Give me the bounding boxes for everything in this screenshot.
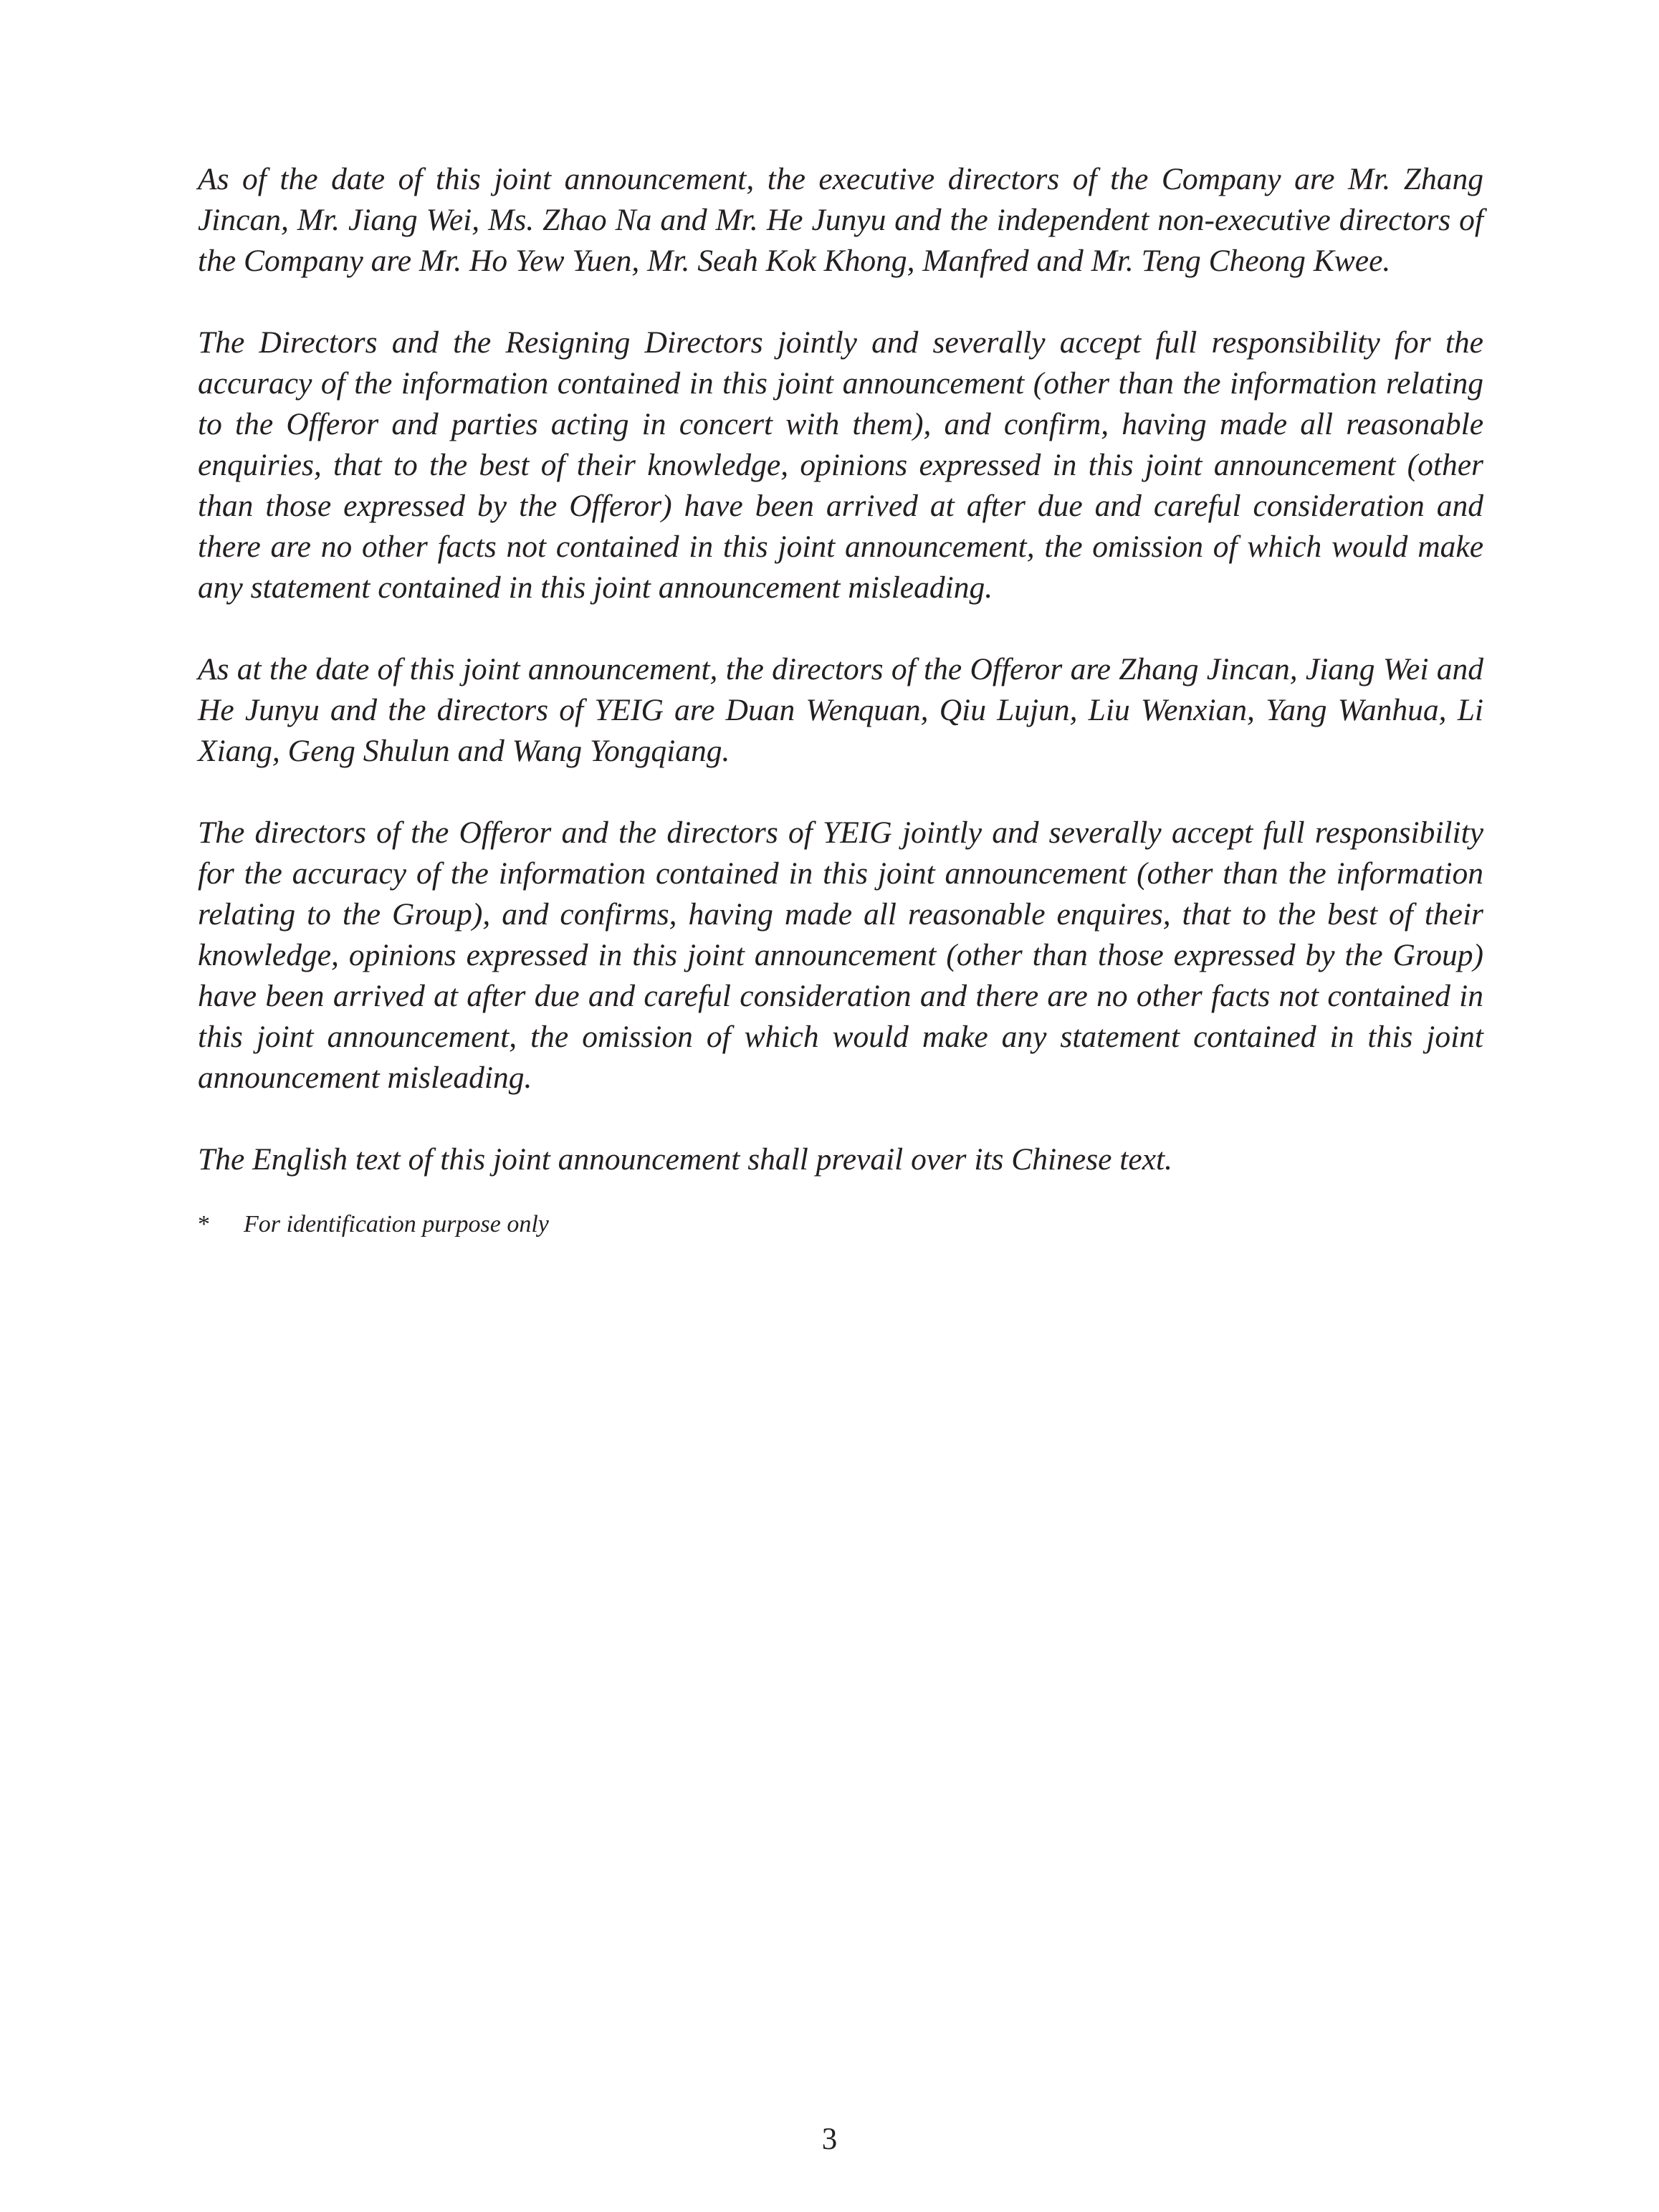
page-number: 3 [821,2122,838,2156]
footnote [198,1209,1483,1240]
document-body [198,159,1483,1240]
footnote-mark: * [198,1211,210,1237]
paragraph-directors-of-offeror: As at the date of this joint announcement, the directors of the Offeror are Zhang Jincan, Jiang Wei and He Junyu and the directors of YEIG are Duan Wenquan, Qiu Lujun, Liu Wenxian, Yang Wanhua, Li Xiang, Geng Shulun and Wang Yongqiang. [198,652,1483,768]
paragraph-directors-of-company: As of the date of this joint announcement, the executive directors of the Company are Mr. Zhang Jincan, Mr. Jiang Wei, Ms. Zhao Na and Mr. He Junyu and the independent non-executive directors of the Company are Mr. Ho Yew Yuen, Mr. Seah Kok Khong, Manfred and Mr. Teng Cheong Kwee. [198,162,1483,278]
paragraph-offeror-responsibility: The directors of the Offeror and the directors of YEIG jointly and severally accept full responsibility for the accuracy of the information contained in this joint announcement (other than the information relating to the Group), and confirms, having made all reasonable enquires, that to the best of their knowledge, opinions expressed in this joint announcement (other than those expressed by the Group) have been arrived at after due and careful consideration and there are no other facts not contained in this joint announcement, the omission of which would make any statement contained in this joint announcement misleading. [198,815,1483,1095]
paragraph-directors-responsibility: The Directors and the Resigning Directors jointly and severally accept full responsibility for the accuracy of the information contained in this joint announcement (other than the information relating to the Offeror and parties acting in concert with them), and confirm, having made all reasonable enquiries, that to the best of their knowledge, opinions expressed in this joint announcement (other than those expressed by the Offeror) have been arrived at after due and careful consideration and there are no other facts not contained in this joint announcement, the omission of which would make any statement contained in this joint announcement misleading. [198,325,1483,605]
footnote-text: For identification purpose only [244,1211,549,1237]
paragraph-language-prevail: The English text of this joint announcement shall prevail over its Chinese text. [198,1142,1172,1177]
